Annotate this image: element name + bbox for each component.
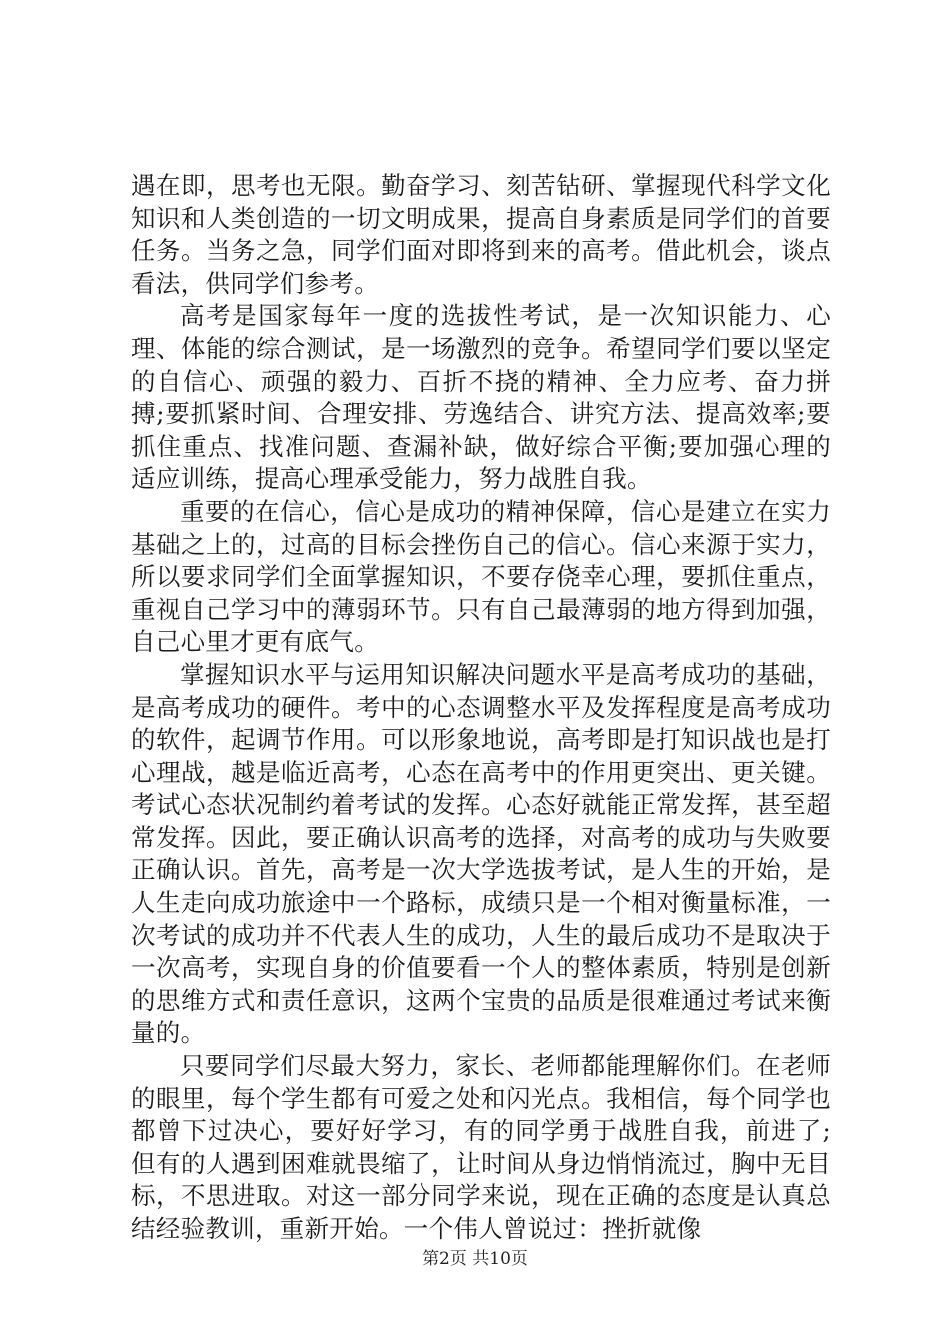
paragraph-effort: 只要同学们尽最大努力，家长、老师都能理解你们。在老师的眼里，每个学生都有可爱之处和闪光点。我相信，每个同学也都曾下过决心，要好好学习，有的同学勇于战胜自我，前进了;但有的人遇到困难就畏缩了，让时间从身边悄悄流过，胸中无目标，不思进取。对这一部分同学来说，现在正确的态度是认真总结经验教训，重新开始。一个伟人曾说过：挫折就像 [131,1051,831,1243]
paragraph-continuation: 遇在即，思考也无限。勤奋学习、刻苦钻研、掌握现代科学文化知识和人类创造的一切文明成果，提高自身素质是同学们的首要任务。当务之急，同学们面对即将到来的高考。借此机会，谈点看法，供同学们参考。 [131,171,831,298]
paragraph-exam-overview: 高考是国家每年一度的选拔性考试，是一次知识能力、心理、体能的综合测试，是一场激烈的竞争。希望同学们要以坚定的自信心、顽强的毅力、百折不挠的精神、全力应考、奋力拼搏;要抓紧时间、合理安排、劳逸结合、讲究方法、提高效率;要抓住重点、找准问题、查漏补缺，做好综合平衡;要加强心理的适应训练，提高心理承受能力，努力战胜自我。 [131,301,831,494]
document-body [131,170,831,1246]
paragraph-mindset: 掌握知识水平与运用知识解决问题水平是高考成功的基础，是高考成功的硬件。考中的心态调整水平及发挥程度是高考成功的软件，起调节作用。可以形象地说，高考即是打知识战也是打心理战，越是临近高考，心态在高考中的作用更突出、更关键。考试心态状况制约着考试的发挥。心态好就能正常发挥，甚至超常发挥。因此，要正确认识高考的选择，对高考的成功与失败要正确认识。首先，高考是一次大学选拔考试，是人生的开始，是人生走向成功旅途中一个路标，成绩只是一个相对衡量标准，一次考试的成功并不代表人生的成功，人生的最后成功不是取决于一次高考，实现自身的价值要看一个人的整体素质，特别是创新的思维方式和责任意识，这两个宝贵的品质是很难通过考试来衡量的。 [131,659,831,1048]
page-number-footer: 第2页 共10页 [422,1249,528,1269]
paragraph-confidence: 重要的在信心，信心是成功的精神保障，信心是建立在实力基础之上的，过高的目标会挫伤自己的信心。信心来源于实力，所以要求同学们全面掌握知识，不要存侥幸心理，要抓住重点，重视自己学习中的薄弱环节。只有自己最薄弱的地方得到加强，自己心里才更有底气。 [131,496,831,657]
